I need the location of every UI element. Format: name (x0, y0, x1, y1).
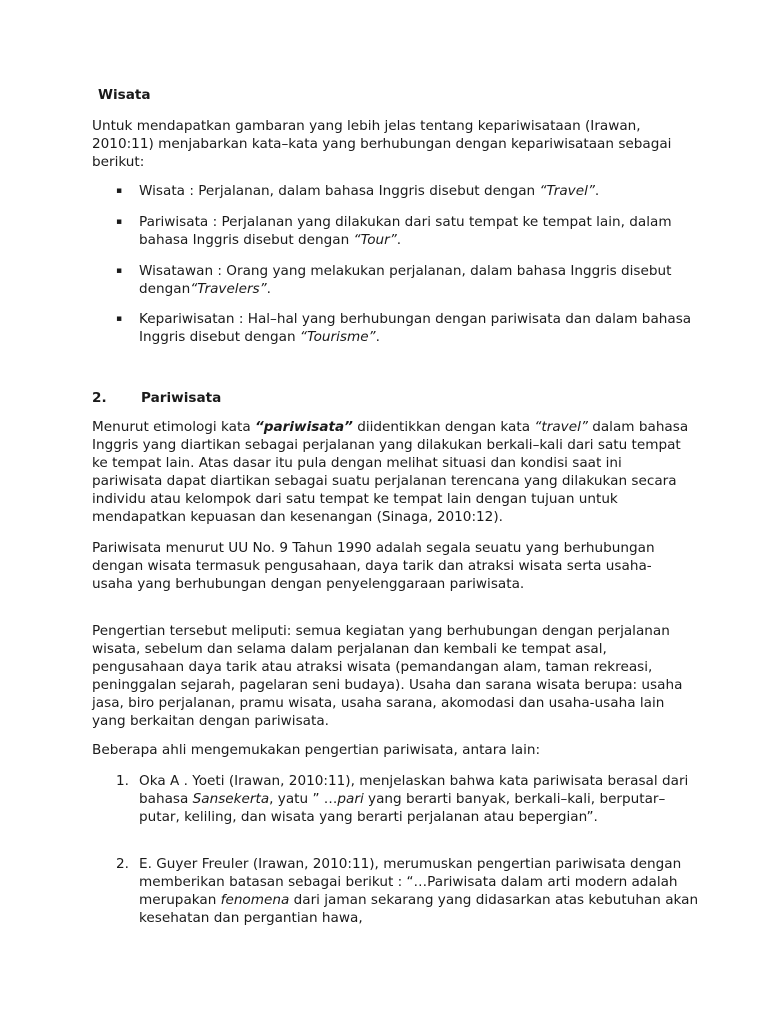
list-number: 2. (116, 856, 129, 872)
paragraph-etimologi (92, 418, 692, 526)
paragraph-ahli: Beberapa ahli mengemukakan pengertian pariwisata, antara lain: (92, 742, 541, 758)
bullet-marker: ▪ (116, 314, 123, 324)
para-text: Menurut etimologi kata (92, 419, 255, 435)
para-text: diidentikkan dengan kata (352, 419, 535, 435)
item-term: pari (337, 791, 364, 807)
bullet-item-kepariwisatan (139, 310, 699, 346)
item-text: dari jaman sekarang yang didasarkan atas kebutuhan akan kesehatan dan pergantian hawa, (139, 892, 699, 926)
item-term: fenomena (220, 892, 290, 908)
section-number: 2. (92, 390, 107, 406)
bullet-term: “Travel” (539, 183, 595, 199)
bullet-term: “Tour” (353, 232, 397, 248)
intro-paragraph: Untuk mendapatkan gambaran yang lebih jelas tentang kepariwisataan (Irawan, 2010:11) menjabarkan kata–kata yang berhubungan dengan kepariwisataan sebagai berikut: (92, 118, 672, 170)
item-term: Sansekerta (192, 791, 270, 807)
item-text: E. Guyer Freuler (Irawan, 2010:11), merumuskan pengertian pariwisata dengan memberikan batasan sebagai berikut : “…Pariwisata dalam arti modern adalah merupakan (139, 856, 682, 908)
bullet-marker: ▪ (116, 266, 123, 276)
bullet-punct: . (396, 232, 402, 248)
para-term: “travel” (534, 419, 588, 435)
bullet-punct: . (266, 281, 271, 297)
bullet-item-wisatawan (139, 262, 699, 298)
bullet-item-wisata (139, 182, 699, 200)
bullet-text: Wisatawan : Orang yang melakukan perjalanan, dalam bahasa Inggris disebut dengan (139, 263, 672, 297)
bullet-marker: ▪ (116, 217, 123, 227)
numbered-item-freuler (139, 855, 699, 927)
para-text: dalam bahasa Inggris yang diartikan sebagai perjalanan yang dilakukan berkali–kali dari satu tempat ke tempat lain. Atas dasar itu pula dengan melihat situasi dan kondisi saat ini pariwisata dapat diartikan sebagai suatu perjalanan terencana yang dilakukan secara individu atau kelompok dari satu tempat ke tempat lain dengan tujuan untuk mendapatkan kepuasan dan kesenangan (Sinaga, 2010:12). (92, 419, 689, 525)
item-text: Oka A . Yoeti (Irawan, 2010:11), menjelaskan bahwa kata pariwisata berasal dari bahasa (139, 773, 689, 807)
bullet-text: Kepariwisatan : Hal–hal yang berhubungan dengan pariwisata dan dalam bahasa Inggris disebut dengan (139, 311, 692, 345)
section-title: Pariwisata (141, 390, 222, 406)
bullet-punct: . (375, 329, 380, 345)
para-bold-term: “pariwisata” (254, 419, 353, 435)
list-number: 1. (116, 773, 129, 789)
paragraph-uu: Pariwisata menurut UU No. 9 Tahun 1990 adalah segala seuatu yang berhubungan dengan wisata termasuk pengusahaan, daya tarik dan atraksi wisata serta usaha-usaha yang berhubungan dengan penyelenggaraan pariwisata. (92, 540, 655, 592)
item-text: yang berarti banyak, berkali–kali, berputar–putar, keliling, dan wisata yang berarti perjalanan atau bepergian”. (139, 791, 666, 825)
bullet-text: Pariwisata : Perjalanan yang dilakukan dari satu tempat ke tempat lain, dalam bahasa Inggris disebut dengan (139, 214, 672, 248)
bullet-term: “Travelers” (190, 281, 267, 297)
bullet-punct: . (594, 183, 600, 199)
bullet-term: “Tourisme” (299, 329, 376, 345)
paragraph-pengertian: Pengertian tersebut meliputi: semua kegiatan yang berhubungan dengan perjalanan wisata, sebelum dan selama dalam perjalanan dan kembali ke tempat asal, pengusahaan daya tarik atau atraksi wisata (pemandangan alam, taman rekreasi, peninggalan sejarah, pagelaran seni budaya). Usaha dan sarana wisata berupa: usaha jasa, biro perjalanan, pramu wisata, usaha sarana, akomodasi dan usaha-usaha lain yang berkaitan dengan pariwisata. (92, 623, 683, 729)
bullet-text: Wisata : Perjalanan, dalam bahasa Inggris disebut dengan (139, 183, 540, 199)
heading-wisata: Wisata (98, 87, 151, 103)
bullet-item-pariwisata (139, 213, 699, 249)
bullet-marker: ▪ (116, 186, 123, 196)
numbered-item-yoeti (139, 772, 699, 826)
item-text: , yatu ” … (269, 791, 338, 807)
